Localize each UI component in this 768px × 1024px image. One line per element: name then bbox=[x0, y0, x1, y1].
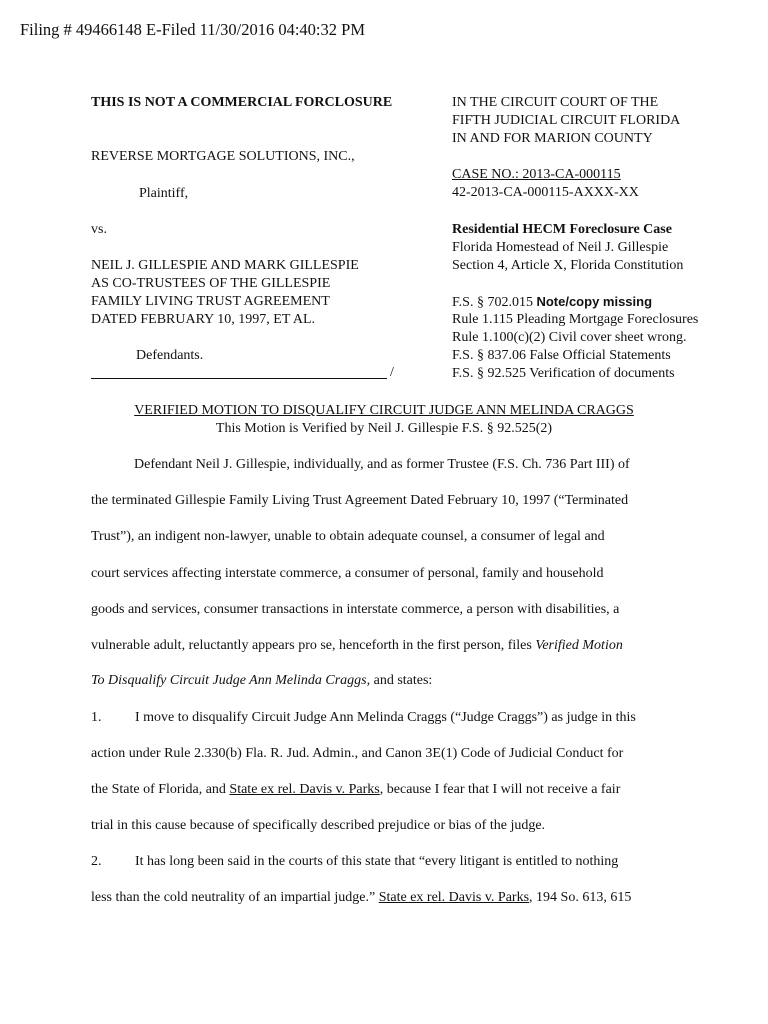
body-line bbox=[91, 672, 432, 690]
constitution-line: Section 4, Article X, Florida Constitution bbox=[452, 258, 684, 273]
body-line: action under Rule 2.330(b) Fla. R. Jud. Admin., and Canon 3E(1) Code of Judicial Conduct for bbox=[91, 746, 624, 761]
body-line: the terminated Gillespie Family Living Trust Agreement Dated February 10, 1997 (“Terminated bbox=[91, 493, 629, 508]
defendants-line: AS CO-TRUSTEES OF THE GILLESPIE bbox=[91, 276, 331, 291]
motion-title: VERIFIED MOTION TO DISQUALIFY CIRCUIT JUDGE ANN MELINDA CRAGGS bbox=[134, 403, 634, 418]
case-citation: State ex rel. Davis v. Parks bbox=[229, 782, 380, 797]
body-line: Trust”), an indigent non-lawyer, unable to obtain adequate counsel, a consumer of legal and bbox=[91, 529, 605, 544]
court-line: IN THE CIRCUIT COURT OF THE bbox=[452, 95, 659, 110]
body-line bbox=[91, 889, 631, 907]
body-text: vulnerable adult, reluctantly appears pro se, henceforth in the first person, files bbox=[91, 638, 536, 653]
body-text: less than the cold neutrality of an impartial judge.” bbox=[91, 890, 379, 905]
court-line: FIFTH JUDICIAL CIRCUIT FLORIDA bbox=[452, 113, 681, 128]
body-text: , because I fear that I will not receive a fair bbox=[379, 782, 621, 797]
case-number-block bbox=[452, 166, 639, 202]
case-citation: State ex rel. Davis v. Parks bbox=[378, 890, 530, 905]
motion-subtitle: This Motion is Verified by Neil J. Gillespie F.S. § 92.525(2) bbox=[215, 421, 553, 436]
defendants-line: NEIL J. GILLESPIE AND MARK GILLESPIE bbox=[91, 258, 359, 273]
defendants-line: FAMILY LIVING TRUST AGREEMENT bbox=[91, 294, 330, 309]
body-text: and states: bbox=[370, 673, 433, 688]
motion-name-italic: Verified Motion bbox=[535, 638, 623, 653]
body-text: I move to disqualify Circuit Judge Ann Melinda Craggs (“Judge Craggs”) as judge in this bbox=[135, 710, 636, 725]
defendants-line: DATED FEBRUARY 10, 1997, ET AL. bbox=[91, 312, 316, 327]
statute-702-line bbox=[452, 293, 698, 311]
body-line: Defendant Neil J. Gillespie, individually, and as former Trustee (F.S. Ch. 736 Part III) of bbox=[134, 457, 630, 472]
caption-slash: / bbox=[390, 365, 394, 380]
case-number: CASE NO.: 2013-CA-000115 bbox=[452, 167, 621, 182]
commercial-notice: THIS IS NOT A COMMERCIAL FORCLOSURE bbox=[91, 95, 393, 110]
case-number-alt: 42-2013-CA-000115-AXXX-XX bbox=[452, 185, 639, 200]
body-text: the State of Florida, and bbox=[91, 782, 230, 797]
paragraph-1 bbox=[91, 709, 636, 727]
caption-rule-line bbox=[91, 378, 387, 379]
statute-line: F.S. § 837.06 False Official Statements bbox=[452, 348, 671, 363]
body-line bbox=[91, 637, 623, 655]
note-missing-label: Note/copy missing bbox=[536, 294, 653, 309]
court-block bbox=[452, 94, 680, 148]
paragraph-2 bbox=[91, 853, 618, 871]
body-text: It has long been said in the courts of this state that “every litigant is entitled to nothing bbox=[135, 854, 619, 869]
statute-line: Rule 1.115 Pleading Mortgage Foreclosures bbox=[452, 312, 699, 327]
filing-stamp: Filing # 49466148 E-Filed 11/30/2016 04:40:32 PM bbox=[20, 20, 365, 39]
statute-line: F.S. § 92.525 Verification of documents bbox=[452, 366, 675, 381]
court-line: IN AND FOR MARION COUNTY bbox=[452, 131, 653, 146]
body-line: goods and services, consumer transactions in interstate commerce, a person with disabilities, a bbox=[91, 602, 620, 617]
vs-label: vs. bbox=[91, 222, 107, 237]
case-type: Residential HECM Foreclosure Case bbox=[452, 222, 672, 237]
body-line: trial in this cause because of specifically described prejudice or bias of the judge. bbox=[91, 818, 546, 833]
defendants-label: Defendants. bbox=[136, 348, 204, 363]
statute-702-prefix: F.S. § 702.015 bbox=[452, 295, 537, 310]
plaintiff-name: REVERSE MORTGAGE SOLUTIONS, INC., bbox=[91, 149, 355, 164]
body-line: court services affecting interstate commerce, a consumer of personal, family and household bbox=[91, 566, 604, 581]
paragraph-number: 2. bbox=[91, 854, 102, 869]
body-line bbox=[91, 781, 620, 799]
statute-line: Rule 1.100(c)(2) Civil cover sheet wrong. bbox=[452, 330, 687, 345]
case-info-block bbox=[452, 221, 683, 275]
statutes-block bbox=[452, 293, 698, 383]
body-text: , 194 So. 613, 615 bbox=[529, 890, 632, 905]
plaintiff-label: Plaintiff, bbox=[139, 186, 189, 201]
homestead-line: Florida Homestead of Neil J. Gillespie bbox=[452, 240, 669, 255]
motion-name-italic: To Disqualify Circuit Judge Ann Melinda Craggs, bbox=[91, 673, 371, 688]
paragraph-number: 1. bbox=[91, 710, 102, 725]
